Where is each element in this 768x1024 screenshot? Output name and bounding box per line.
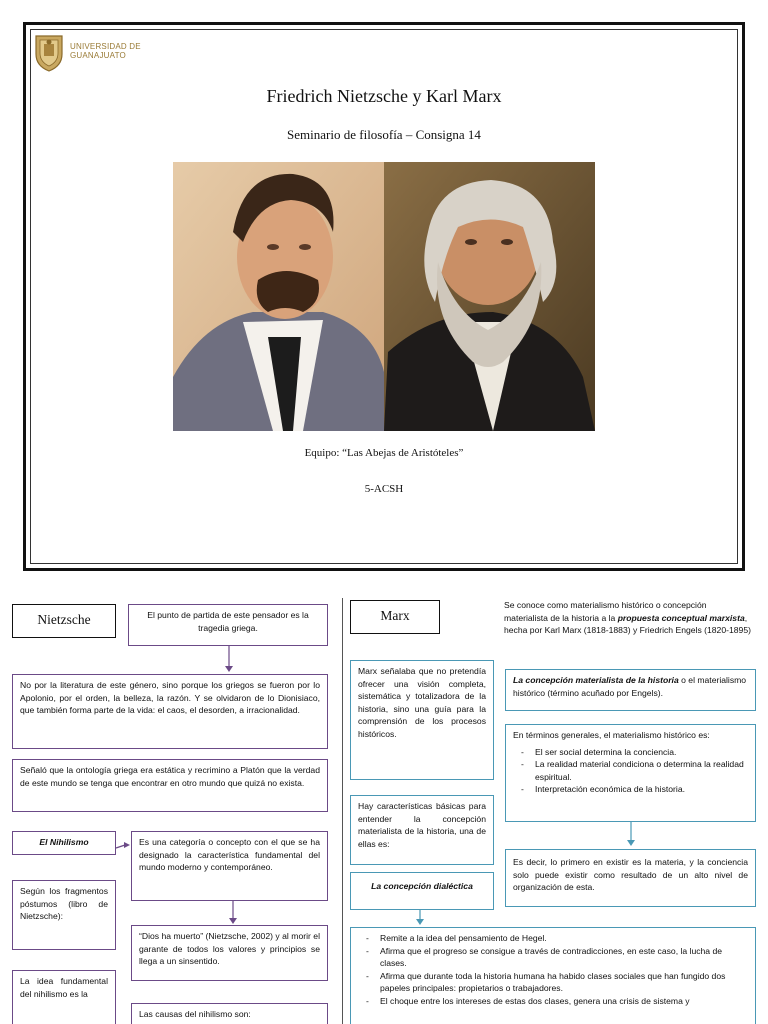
- nihilism-idea-box: La idea fundamental del nihilismo es la: [12, 970, 116, 1024]
- god-dead-box: “Dios ha muerto” (Nietzsche, 2002) y al morir el garante de todos los valores y principios se llega a un sinsentido.: [131, 925, 328, 981]
- list-item: - Remite a la idea del pensamiento de Hegel.: [380, 932, 748, 945]
- arrow-down-icon: [627, 840, 635, 846]
- nihilism-definition-box: Es una categoría o concepto con el que se ha designado la característica fundamental del mundo moderno y contemporáneo.: [131, 831, 328, 901]
- university-name: UNIVERSIDAD DE GUANAJUATO: [70, 42, 141, 60]
- marx-not-intend-box: Marx señalaba que no pretendía ofrecer una visión completa, sistemática y totalizadora de la historia, sino una guía para la comprensión de los procesos históricos.: [350, 660, 494, 780]
- marx-general-title: En términos generales, el materialismo histórico es:: [513, 730, 710, 740]
- fragments-box: Según los fragmentos póstumos (libro de Nietzsche):: [12, 880, 116, 950]
- marx-matter-box: Es decir, lo primero en existir es la materia, y la conciencia solo puede existir como resultado de un alto nivel de organización de esta.: [505, 849, 756, 907]
- list-item: - Afirma que durante toda la historia humana ha habido clases sociales que han fungido dos papeles principales: propietarios o trabajadores.: [380, 970, 748, 995]
- group-code: 5-ACSH: [364, 483, 404, 495]
- document-subtitle: Seminario de filosofía – Consigna 14: [287, 127, 481, 142]
- marx-features-box: Hay características básicas para entender la concepción materialista de la historia, una de ellas es:: [350, 795, 494, 865]
- arrow-down-icon: [225, 666, 233, 672]
- nietzsche-ontology-box: Señaló que la ontología griega era estática y recrimino a Platón que la verdad de este mundo se tenga que encontrar en otro mundo que quizá no exista.: [12, 759, 328, 812]
- nietzsche-start-box: El punto de partida de este pensador es la tragedia griega.: [128, 604, 328, 646]
- marx-intro-emphasis: propuesta conceptual marxista: [617, 612, 745, 623]
- arrow-down-icon: [416, 919, 424, 925]
- list-item: - Afirma que el progreso se consigue a través de contradicciones, en este caso, la lucha de clases.: [380, 945, 748, 970]
- dialectic-label: La concepción dialéctica: [350, 872, 494, 910]
- marx-concept-post: o el materialismo histórico (término acuñado por Engels).: [513, 675, 747, 698]
- nietzsche-heading: Nietzsche: [12, 604, 116, 638]
- arrow-down-icon: [229, 918, 237, 924]
- list-item: - El choque entre los intereses de estas dos clases, genera una crisis de sistema y: [380, 995, 748, 1008]
- team-name: Equipo: “Las Abejas de Aristóteles”: [304, 447, 464, 459]
- marx-intro-pre: Se conoce como materialismo histórico o concepción materialista de la historia a la: [504, 600, 707, 623]
- nihilism-causes-box: Las causas del nihilismo son:: [131, 1003, 328, 1024]
- marx-concept-emphasis: La concepción materialista de la historia: [513, 675, 679, 685]
- nietzsche-not-genre-box: No por la literatura de este género, sino porque los griegos se fueron por lo Apolonio, por el orden, la belleza, la razón. Y se olvidaron de lo Dionisiaco, que también forma parte de la vida: el caos, el desorden, a irracionalidad.: [12, 674, 328, 749]
- arrow-right-icon: [124, 842, 130, 848]
- marx-heading: Marx: [350, 600, 440, 634]
- document-title: Friedrich Nietzsche y Karl Marx: [266, 86, 502, 106]
- marx-intro-post: , hecha por Karl Marx (1818-1883) y Friedrich Engels (1820-1895): [504, 612, 751, 636]
- list-item: - La realidad material condiciona o determina la realidad espiritual.: [535, 758, 748, 783]
- list-item: - El ser social determina la conciencia.: [535, 746, 748, 759]
- list-item: - Interpretación económica de la historia.: [535, 783, 748, 796]
- nihilism-label: El Nihilismo: [12, 831, 116, 855]
